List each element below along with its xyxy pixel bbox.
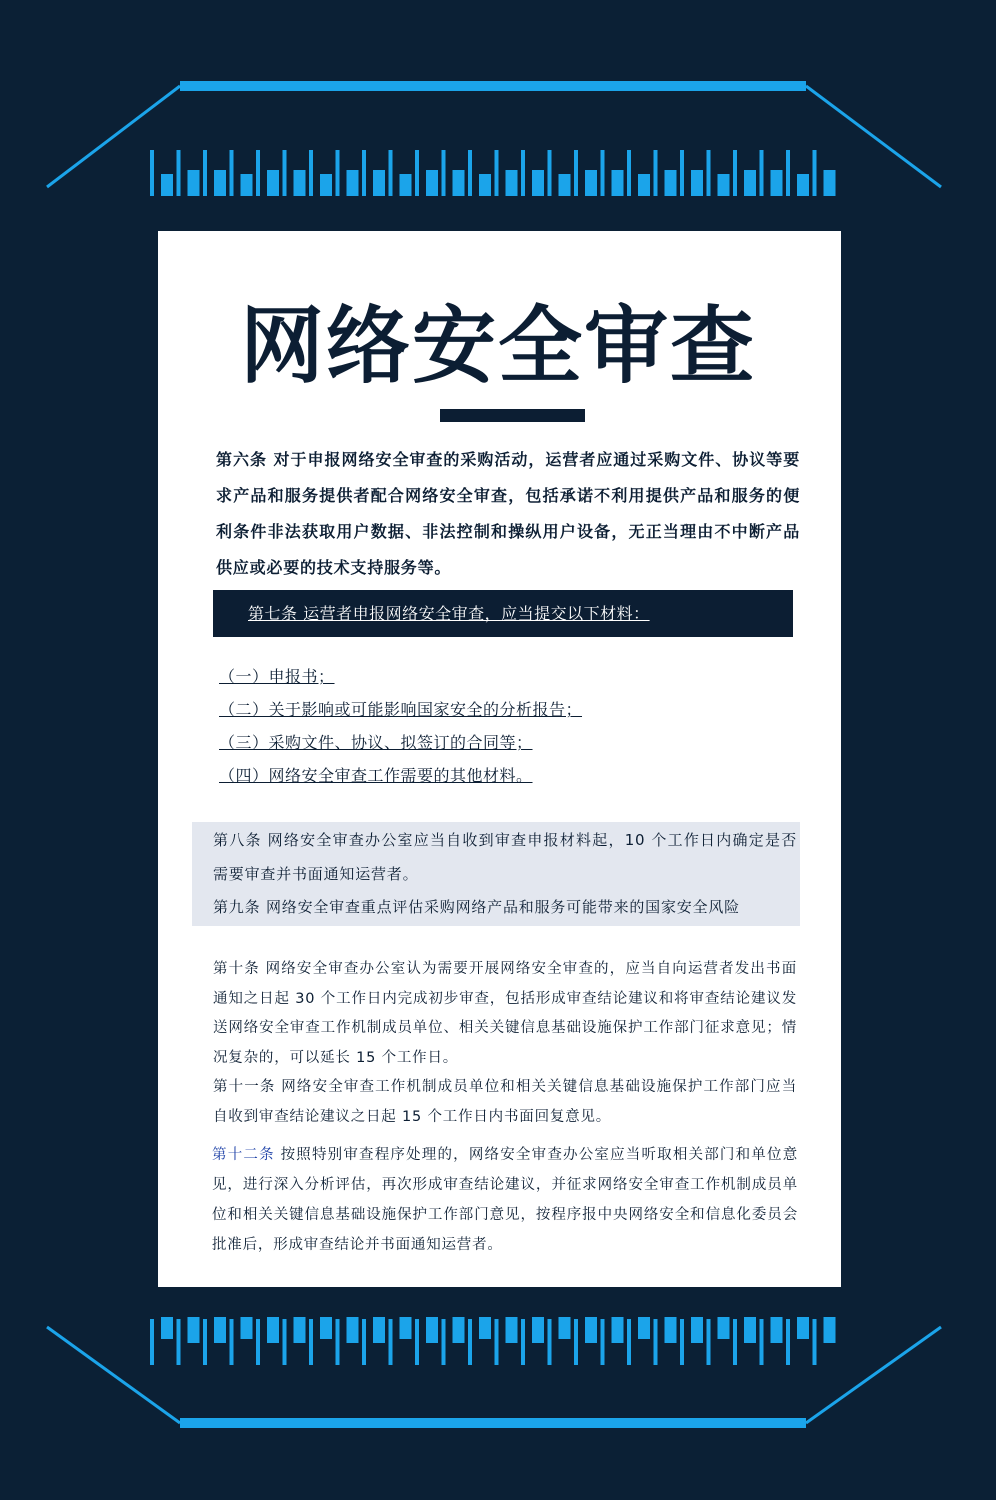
top-thick-bar bbox=[320, 174, 332, 196]
top-thin-bar bbox=[309, 150, 313, 196]
bottom-thick-bar bbox=[665, 1317, 677, 1343]
top-thick-bar bbox=[188, 170, 200, 196]
top-right-diagonal bbox=[806, 86, 941, 187]
bottom-thin-bar bbox=[707, 1319, 711, 1365]
top-thin-bar bbox=[203, 150, 207, 196]
article-10: 第十条 网络安全审查办公室认为需要开展网络安全审查的，应当自向运营者发出书面通知之日起 30 个工作日内完成初步审查，包括形成审查结论建议和将审查结论建议发送网络安全审查工作机制成员单位、相关关键信息基础设施保护工作部门征求意见；情况复杂的，可以延长 15 个工作日。 bbox=[213, 961, 797, 1066]
bottom-thick-bar bbox=[691, 1317, 703, 1343]
bottom-thin-bar bbox=[601, 1319, 605, 1365]
top-thin-bar bbox=[150, 150, 154, 196]
top-thin-bar bbox=[601, 150, 605, 196]
article-8: 第八条 网络安全审查办公室应当自收到审查申报材料起，10 个工作日内确定是否需要审查并书面通知运营者。 bbox=[213, 831, 797, 883]
top-thick-bar bbox=[161, 174, 173, 196]
title-underline bbox=[440, 409, 585, 422]
top-thick-bar bbox=[479, 174, 491, 196]
top-thick-bar bbox=[400, 174, 412, 196]
bottom-thin-bar bbox=[415, 1319, 419, 1365]
top-thick-bar bbox=[718, 174, 730, 196]
bottom-bar bbox=[180, 1418, 806, 1428]
top-decoration bbox=[0, 60, 996, 220]
bottom-thin-bar bbox=[521, 1319, 525, 1365]
bottom-thin-bar bbox=[442, 1319, 446, 1365]
top-thick-bar bbox=[294, 170, 306, 196]
bottom-left-diagonal bbox=[47, 1327, 180, 1423]
bottom-thick-bar bbox=[559, 1317, 571, 1339]
top-thin-bar bbox=[521, 150, 525, 196]
list-item: （三）采购文件、协议、拟签订的合同等； bbox=[219, 733, 533, 752]
bottom-thick-bar bbox=[638, 1317, 650, 1339]
bottom-thin-bar bbox=[813, 1319, 817, 1365]
top-thin-bar bbox=[256, 150, 260, 196]
bottom-thin-bar bbox=[309, 1319, 313, 1365]
bottom-thick-bar bbox=[320, 1317, 332, 1339]
top-thin-bar bbox=[415, 150, 419, 196]
top-thin-bar bbox=[230, 150, 234, 196]
top-thick-bar bbox=[559, 174, 571, 196]
top-thick-bar bbox=[771, 170, 783, 196]
top-thick-bar bbox=[426, 170, 438, 196]
top-thick-bar bbox=[373, 170, 385, 196]
bottom-thin-bar bbox=[627, 1319, 631, 1365]
top-thin-bar bbox=[680, 150, 684, 196]
bottom-thick-bar bbox=[347, 1317, 359, 1343]
top-thin-bar bbox=[627, 150, 631, 196]
list-item: （二）关于影响或可能影响国家安全的分析报告； bbox=[219, 700, 583, 719]
bottom-thin-bar bbox=[177, 1319, 181, 1365]
top-bar bbox=[180, 81, 806, 91]
bottom-thick-bar bbox=[824, 1317, 836, 1343]
bottom-thick-bar bbox=[294, 1317, 306, 1343]
article-12-label: 第十二条 bbox=[212, 1147, 275, 1163]
top-thin-bar bbox=[283, 150, 287, 196]
top-thick-bar bbox=[241, 174, 253, 196]
bottom-thick-bar bbox=[400, 1317, 412, 1339]
article-11: 第十一条 网络安全审查工作机制成员单位和相关关键信息基础设施保护工作部门应当自收到审查结论建议之日起 15 个工作日内书面回复意见。 bbox=[213, 1079, 797, 1125]
list-item: （一）申报书； bbox=[219, 667, 335, 686]
bottom-thick-bar bbox=[771, 1317, 783, 1343]
top-thin-bar bbox=[760, 150, 764, 196]
top-thin-bar bbox=[177, 150, 181, 196]
top-thin-bar bbox=[389, 150, 393, 196]
top-thick-bar bbox=[638, 174, 650, 196]
article-12 bbox=[212, 1140, 798, 1260]
bottom-thick-bar bbox=[532, 1317, 544, 1343]
page-title: 网络安全审查 bbox=[239, 297, 756, 395]
top-thick-bar bbox=[612, 170, 624, 196]
bottom-thin-bar bbox=[760, 1319, 764, 1365]
top-equalizer-bars bbox=[150, 150, 836, 196]
bottom-thin-bar bbox=[336, 1319, 340, 1365]
bottom-thick-bar bbox=[612, 1317, 624, 1343]
bottom-thick-bar bbox=[373, 1317, 385, 1343]
bottom-thick-bar bbox=[797, 1317, 809, 1339]
article-6: 第六条 对于申报网络安全审查的采购活动，运营者应通过采购文件、协议等要求产品和服务提供者配合网络安全审查，包括承诺不利用提供产品和服务的便利条件非法获取用户数据、非法控制和操纵用户设备，无正当理由不中断产品供应或必要的技术支持服务等。 bbox=[216, 450, 800, 577]
bottom-thin-bar bbox=[548, 1319, 552, 1365]
top-thin-bar bbox=[813, 150, 817, 196]
bottom-thick-bar bbox=[426, 1317, 438, 1343]
top-thin-bar bbox=[574, 150, 578, 196]
bottom-thin-bar bbox=[362, 1319, 366, 1365]
bottom-thick-bar bbox=[479, 1317, 491, 1339]
top-thin-bar bbox=[707, 150, 711, 196]
top-left-diagonal bbox=[47, 86, 180, 187]
top-thin-bar bbox=[468, 150, 472, 196]
top-thick-bar bbox=[744, 170, 756, 196]
article-12-body: 按照特别审查程序处理的，网络安全审查办公室应当听取相关部门和单位意见，进行深入分析评估，再次形成审查结论建议，并征求网络安全审查工作机制成员单位和相关关键信息基础设施保护工作部门意见，按程序报中央网络安全和信息化委员会批准后，形成审查结论并书面通知运营者。 bbox=[212, 1147, 798, 1253]
top-thick-bar bbox=[532, 170, 544, 196]
top-thin-bar bbox=[442, 150, 446, 196]
top-thick-bar bbox=[797, 174, 809, 196]
bottom-thick-bar bbox=[267, 1317, 279, 1343]
bottom-thin-bar bbox=[389, 1319, 393, 1365]
bottom-thin-bar bbox=[786, 1319, 790, 1365]
bottom-equalizer-bars bbox=[150, 1317, 836, 1365]
bottom-thin-bar bbox=[733, 1319, 737, 1365]
bottom-thick-bar bbox=[241, 1317, 253, 1339]
bottom-thin-bar bbox=[574, 1319, 578, 1365]
materials-list bbox=[219, 660, 582, 792]
top-thick-bar bbox=[585, 170, 597, 196]
bottom-thin-bar bbox=[283, 1319, 287, 1365]
top-thin-bar bbox=[654, 150, 658, 196]
top-thick-bar bbox=[824, 170, 836, 196]
top-thick-bar bbox=[453, 170, 465, 196]
top-frame-lines bbox=[47, 81, 941, 187]
bottom-thick-bar bbox=[506, 1317, 518, 1343]
top-thin-bar bbox=[495, 150, 499, 196]
article-7-heading: 第七条 运营者申报网络安全审查，应当提交以下材料： bbox=[248, 604, 650, 623]
bottom-thick-bar bbox=[161, 1317, 173, 1339]
top-thin-bar bbox=[362, 150, 366, 196]
bottom-thick-bar bbox=[214, 1317, 226, 1343]
top-thin-bar bbox=[336, 150, 340, 196]
list-item: （四）网络安全审查工作需要的其他材料。 bbox=[219, 766, 533, 785]
bottom-frame-lines bbox=[47, 1327, 941, 1428]
top-thin-bar bbox=[733, 150, 737, 196]
bottom-thin-bar bbox=[654, 1319, 658, 1365]
bottom-thin-bar bbox=[495, 1319, 499, 1365]
bottom-right-diagonal bbox=[806, 1327, 941, 1423]
top-thick-bar bbox=[267, 170, 279, 196]
bottom-thick-bar bbox=[188, 1317, 200, 1343]
top-thick-bar bbox=[691, 170, 703, 196]
top-thin-bar bbox=[548, 150, 552, 196]
top-thick-bar bbox=[665, 170, 677, 196]
bottom-thick-bar bbox=[718, 1317, 730, 1339]
bottom-thin-bar bbox=[468, 1319, 472, 1365]
bottom-thin-bar bbox=[230, 1319, 234, 1365]
top-thin-bar bbox=[786, 150, 790, 196]
bottom-decoration bbox=[0, 1300, 996, 1450]
top-thick-bar bbox=[214, 170, 226, 196]
bottom-thick-bar bbox=[744, 1317, 756, 1343]
top-thick-bar bbox=[347, 170, 359, 196]
article-9: 第九条 网络安全审查重点评估采购网络产品和服务可能带来的国家安全风险 bbox=[213, 898, 740, 916]
bottom-thick-bar bbox=[453, 1317, 465, 1343]
bottom-thin-bar bbox=[150, 1319, 154, 1365]
bottom-thin-bar bbox=[203, 1319, 207, 1365]
bottom-thin-bar bbox=[680, 1319, 684, 1365]
bottom-thin-bar bbox=[256, 1319, 260, 1365]
bottom-thick-bar bbox=[585, 1317, 597, 1343]
top-thick-bar bbox=[506, 170, 518, 196]
